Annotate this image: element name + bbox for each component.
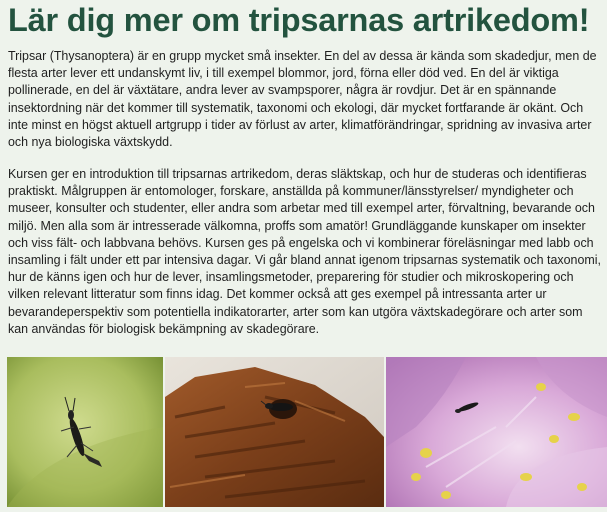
intro-paragraph: Tripsar (Thysanoptera) är en grupp mycket små insekter. En del av dessa är kända som skadedjur, men de flesta arter lever ett undanskymt liv, i till exempel blommor, jord, förna eller död ved. En del är viktiga pollinerade, en del är växtätare, andra lever av svampsporer, några är rovdjur. Det är en spännande insektordning när det kommer till systematik, taxonomi och ekologi, där mycket fortfarande är okänt. Och inte minst en högst aktuell artgrupp i tider av förlust av arter, klimatförändringar, spridning av invasiva arter och nya biologiska växtskydd.: [8, 49, 597, 150]
course-paragraph: Kursen ger en introduktion till tripsarnas artrikedom, deras släktskap, och hur de studeras och identifieras praktiskt. Målgruppen är entomologer, forskare, anställda på kommuner/länsstyrelser/ myndigheter och museer, konsulter och studenter, eller andra som arbetar med till exempel arter, förvaltning, bevarande och miljö. Men alla som är intresserade välkomna, proffs som amatör! Grundläggande kunskaper om insekter och viss fält- och labbvana behövs. Kursen ges på engelska och vi kombinerar föreläsningar med labb och insamling i fält under ett par intensiva dagar. Vi går bland annat igenom tripsarnas systematik och taxonomi, hur de känns igen och hur de lever, insamlingsmetoder, preparering för studier och mikroskopering och vilken relevant litteratur som finns idag. Det kommer också att ges exempel på intressanta arter ur bevarandeperspektiv som potentiella indikatorarter, arter som kan utgöra växtskadegörare och arter som kan användas för biologisk bekämpning av skadegörare.: [8, 167, 601, 336]
photo-thrips-on-leaf: [7, 357, 163, 507]
page-title: Lär dig mer om tripsarnas artrikedom!: [8, 2, 590, 38]
photo-thrips-on-bark: [165, 357, 384, 507]
photo-strip: [7, 357, 607, 507]
photo-thrips-on-flower: [386, 357, 607, 507]
